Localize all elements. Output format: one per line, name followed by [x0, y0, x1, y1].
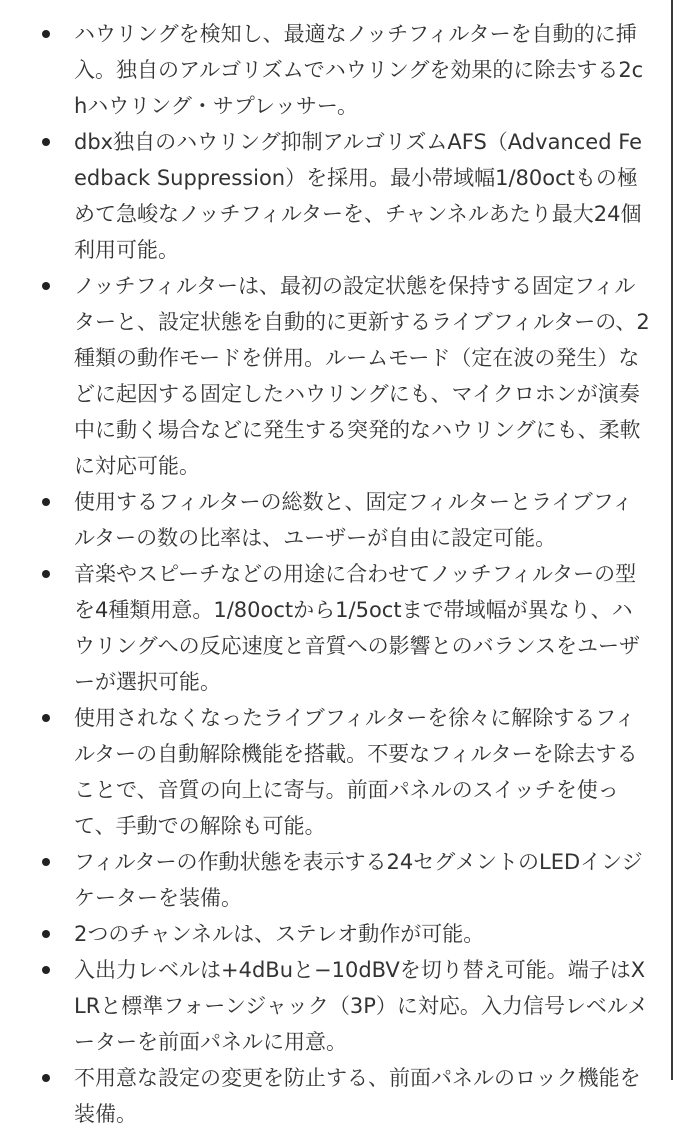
list-item	[0, 556, 653, 700]
bullet-icon	[42, 714, 50, 722]
list-item	[0, 268, 653, 484]
bullet-icon	[42, 966, 50, 974]
feature-text: 2つのチャンネルは、ステレオ動作が可能。	[74, 922, 485, 946]
list-item	[0, 844, 653, 916]
feature-text: ハウリングを検知し、最適なノッチフィルターを自動的に挿入。独自のアルゴリズムでハウリングを効果的に除去する2chハウリング・サプレッサー。	[74, 22, 644, 118]
bullet-icon	[42, 1074, 50, 1082]
feature-text: 使用されなくなったライブフィルターを徐々に解除するフィルターの自動解除機能を搭載。不要なフィルターを除去することで、音質の向上に寄与。前面パネルのスイッチを使って、手動での解除も可能。	[74, 706, 638, 838]
bullet-icon	[42, 858, 50, 866]
list-item	[0, 124, 653, 268]
feature-text: 入出力レベルは+4dBuと−10dBVを切り替え可能。端子はXLRと標準フォーンジャック（3P）に対応。入力信号レベルメーターを前面パネルに用意。	[74, 958, 649, 1054]
feature-text: 不用意な設定の変更を防止する、前面パネルのロック機能を装備。	[74, 1066, 641, 1126]
feature-text: dbx独自のハウリング抑制アルゴリズムAFS（Advanced Feedback Suppression）を採用。最小帯域幅1/80octもの極めて急峻なノッチフィルターを、チャンネルあたり最大24個利用可能。	[74, 130, 643, 262]
list-item	[0, 700, 653, 844]
feature-text: 使用するフィルターの総数と、固定フィルターとライブフィルターの数の比率は、ユーザーが自由に設定可能。	[74, 490, 634, 550]
bullet-icon	[42, 138, 50, 146]
bullet-icon	[42, 570, 50, 578]
feature-text: ノッチフィルターは、最初の設定状態を保持する固定フィルターと、設定状態を自動的に更新するライブフィルターの、2種類の動作モードを併用。ルームモード（定在波の発生）などに起因する固定したハウリングにも、マイクロホンが演奏中に動く場合などに発生する突発的なハウリングにも、柔軟に対応可能。	[74, 274, 650, 478]
bullet-icon	[42, 30, 50, 38]
list-item	[0, 484, 653, 556]
feature-text: フィルターの作動状態を表示する24セグメントのLEDインジケーターを装備。	[74, 850, 643, 910]
bullet-icon	[42, 498, 50, 506]
list-item	[0, 1060, 653, 1132]
feature-text: 音楽やスピーチなどの用途に合わせてノッチフィルターの型を4種類用意。1/80octから1/5octまで帯域幅が異なり、ハウリングへの反応速度と音質への影響とのバランスをユーザーが選択可能。	[74, 562, 640, 694]
list-item	[0, 16, 653, 124]
bullet-icon	[42, 930, 50, 938]
list-item	[0, 916, 653, 952]
bullet-icon	[42, 282, 50, 290]
list-item	[0, 952, 653, 1060]
